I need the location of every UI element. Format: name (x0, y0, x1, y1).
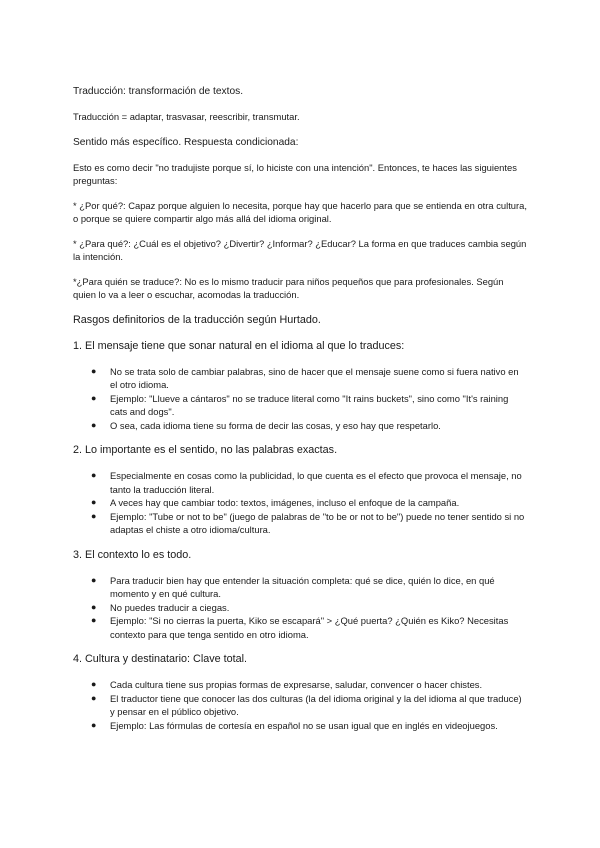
list-item (73, 469, 528, 496)
bullet-text: Ejemplo: "Llueve a cántaros" no se traduce literal como "It rains buckets", sino como "It's raining cats and dogs". (110, 392, 509, 417)
bullet-icon: ● (91, 470, 97, 480)
list-item (73, 601, 528, 615)
bullet-icon: ● (91, 497, 97, 507)
list-item (73, 419, 528, 433)
traits-heading: Rasgos definitorios de la traducción según Hurtado. (73, 313, 321, 326)
bullet-text: Ejemplo: "Tube or not to be" (juego de palabras de "to be or not to be") puede no tener sentido si no adaptas el chiste a otro idioma/cultura. (110, 510, 525, 535)
bullet-list (73, 365, 528, 433)
bullet-icon: ● (91, 615, 97, 625)
bullet-text: El traductor tiene que conocer las dos culturas (la del idioma original y la del idioma al que traduce) y pensar en el público objetivo. (110, 692, 522, 717)
section-heading: 3. El contexto lo es todo. (73, 548, 192, 561)
section-heading: 2. Lo importante es el sentido, no las palabras exactas. (73, 444, 338, 456)
bullet-text: Ejemplo: "Si no cierras la puerta, Kiko se escapará" > ¿Qué puerta? ¿Quién es Kiko? Necesitas contexto para que tenga sentido en otro idioma. (110, 615, 509, 640)
bullet-icon: ● (91, 679, 97, 689)
list-item (73, 392, 528, 419)
list-item (73, 678, 528, 692)
question-for-whom: *¿Para quién se traduce?: No es lo mismo traducir para niños pequeños que para profesionales. Según quien lo va a leer o escuchar, acomodas la traducción. (73, 275, 504, 300)
bullet-text: Para traducir bien hay que entender la situación completa: qué se dice, quién lo dice, en qué momento y en qué cultura. (110, 574, 495, 599)
bullet-icon: ● (91, 574, 97, 585)
bullet-text: Ejemplo: Las fórmulas de cortesía en español no se usan igual que en inglés en videojuegos. (110, 719, 498, 731)
bullet-list (73, 678, 528, 732)
bullet-icon: ● (91, 719, 97, 730)
bullet-list (73, 469, 528, 537)
list-item (73, 365, 528, 392)
bullet-icon: ● (91, 510, 97, 521)
bullet-list (73, 574, 528, 642)
specific-sense-line: Sentido más específico. Respuesta condicionada: (73, 136, 299, 148)
list-item (73, 614, 528, 641)
list-item (73, 510, 528, 537)
list-item (73, 574, 528, 601)
bullet-text: O sea, cada idioma tiene su forma de decir las cosas, y eso hay que respetarlo. (110, 419, 441, 431)
section-heading: 4. Cultura y destinatario: Clave total. (73, 653, 248, 665)
bullet-icon: ● (91, 601, 97, 612)
section-heading: 1. El mensaje tiene que sonar natural en el idioma al que lo traduces: (73, 339, 405, 352)
bullet-text: Especialmente en cosas como la publicidad, lo que cuenta es el efecto que provoca el mensaje, no tanto la traducción literal. (110, 470, 522, 495)
bullet-text: A veces hay que cambiar todo: textos, imágenes, incluso el enfoque de la campaña. (110, 497, 460, 508)
bullet-icon: ● (91, 365, 97, 376)
bullet-text: No se trata solo de cambiar palabras, sino de hacer que el mensaje suene como si fuera nativo en el otro idioma. (110, 365, 519, 390)
question-why: * ¿Por qué?: Capaz porque alguien lo necesita, porque hay que hacerlo para que se entienda en otra cultura, o porque se quiere compartir algo más allá del idioma original. (73, 199, 527, 224)
list-item (73, 496, 528, 510)
bullet-text: No puedes traducir a ciegas. (110, 601, 230, 613)
intro-paragraph: Esto es como decir "no tradujiste porque sí, lo hiciste con una intención". Entonces, te haces las siguientes preguntas: (73, 161, 517, 186)
doc-title: Traducción: transformación de textos. (73, 86, 244, 97)
bullet-text: Cada cultura tiene sus propias formas de expresarse, saludar, convencer o hacer chistes. (110, 679, 483, 690)
question-what-for: * ¿Para qué?: ¿Cuál es el objetivo? ¿Divertir? ¿Informar? ¿Educar? La forma en que traduces cambia según la intención. (73, 237, 527, 262)
list-item (73, 692, 528, 719)
list-item (73, 719, 528, 733)
definition-line: Traducción = adaptar, trasvasar, reescribir, transmutar. (73, 111, 300, 122)
bullet-icon: ● (91, 392, 97, 403)
bullet-icon: ● (91, 419, 97, 430)
bullet-icon: ● (91, 692, 97, 703)
